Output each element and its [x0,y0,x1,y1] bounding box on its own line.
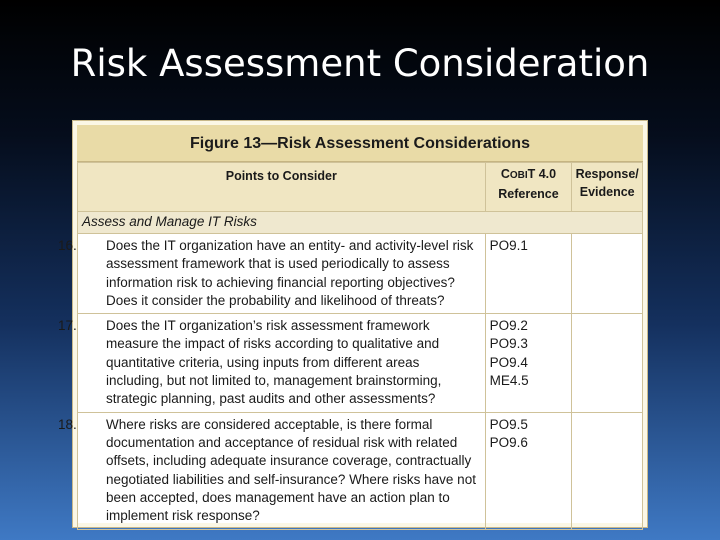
question-number: 18. [58,416,77,432]
reference-cell [485,412,572,529]
section-row [78,212,643,234]
response-cell [572,234,643,314]
reference-code: PO9.2 [489,318,528,334]
response-cell [572,412,643,529]
col-header-reference [485,163,572,212]
figure-inner [58,125,643,524]
question-cell [58,314,486,412]
table-row [78,234,643,314]
reference-code: PO9.3 [489,336,528,352]
reference-cell [485,234,572,314]
considerations-table [58,162,643,530]
table-row [78,412,643,529]
reference-code: PO9.4 [489,354,528,370]
table-header-row [78,163,643,212]
question-text: Does the IT organization have an entity- and activity-level risk assessment framework that is used periodically to assess information risk to achieving financial reporting objectives? Does it consider the probability and likelihood of threats? [106,238,474,308]
question-text: Where risks are considered acceptable, is there formal documentation and acceptance of residual risk with related offsets, including adequate insurance coverage, contractually negotiated liabilities and self-insurance? Where risks have not been accepted, does management have an action plan to implement risk response? [106,416,476,524]
reference-code: PO9.5 [489,416,528,432]
slide-title: Risk Assessment Consideration [70,42,650,85]
response-cell [572,314,643,412]
ref-header-version: T 4.0 [527,167,557,181]
question-number: 16. [58,238,77,253]
figure-panel [58,120,648,528]
question-text: Does the IT organization’s risk assessment framework measure the impact of risks according to qualitative and quantitative criteria, using inputs from different areas including, but not limited to, management brainstorming, strategic planning, past audits and other assessments? [106,318,442,407]
question-cell [58,234,486,314]
question-number: 17. [58,318,77,334]
figure-caption: Figure 13—Risk Assessment Considerations [77,125,643,162]
col-header-points: Points to Consider [78,163,486,212]
reference-code: ME4.5 [489,373,529,389]
question-cell [58,412,486,529]
resp-header-line2: Evidence [579,185,635,199]
reference-code: PO9.6 [489,434,528,450]
ref-header-reference: Reference [498,187,559,201]
ref-header-c: C [500,167,510,181]
reference-cell [485,314,572,412]
ref-header-obi: OBI [509,170,528,181]
reference-code: PO9.1 [489,238,528,253]
section-title: Assess and Manage IT Risks [78,212,643,234]
resp-header-line1: Response/ [575,167,639,181]
table-row [78,314,643,412]
col-header-response [572,163,643,212]
